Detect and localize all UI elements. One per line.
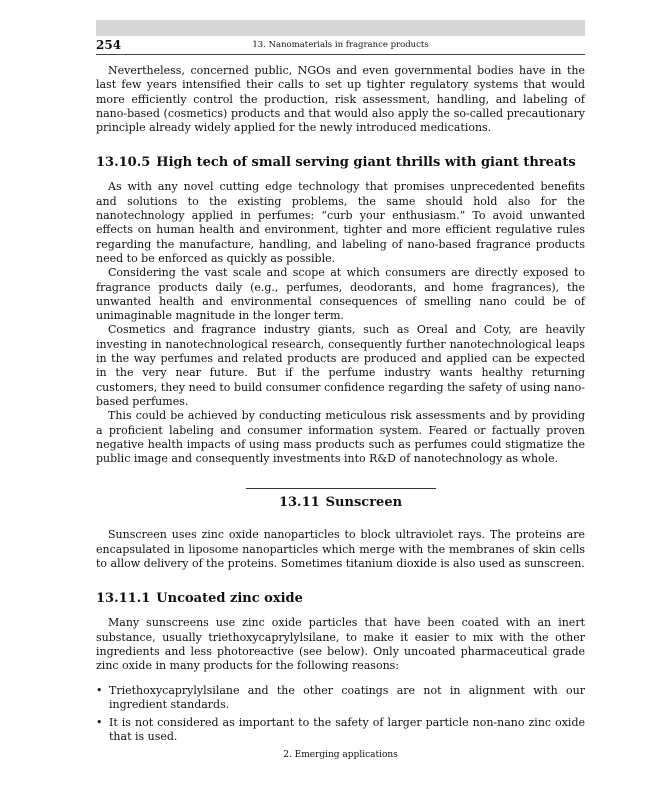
section-title: High tech of small serving giant thrills with giant threats [156,155,576,171]
section-heading-13-11-1 [96,591,585,606]
section-title: Uncoated zinc oxide [156,591,303,607]
paragraph: Many sunscreens use zinc oxide particles that have been coated with an inert substance, usually triethoxycaprylylsilane, to make it easier to mix with the other ingredients and less photoreactive (see below). Only uncoated pharmaceutical grade zinc oxide in many products for the following reasons: [96,616,585,673]
list-item-text: Triethoxycaprylylsilane and the other coatings are not in alignment with our ingredient standards. [109,683,585,711]
paragraph: Cosmetics and fragrance industry giants, such as Oreal and Coty, are heavily investing in nanotechnological research, consequently further nanotechnological leaps in the way perfumes and related products are produced and applied can be expected in the very near future. But if the perfume industry wants healthy returning customers, they need to build consumer confidence regarding the safety of using nano-based perfumes. [96,323,585,408]
intro-paragraph: Nevertheless, concerned public, NGOs and even governmental bodies have in the last few years intensified their calls to set up tighter regulatory systems that would more efficiently control the production, risk assessment, handling, and labeling of nano-based (cosmetics) products and that would also apply the so-called precautionary principle already widely applied for the newly introduced medications. [96,64,585,135]
section-number: 13.11 [278,495,320,511]
section-number: 13.10.5 [96,155,151,171]
section-number: 13.11.1 [96,591,151,607]
list-item [96,684,585,713]
paragraph: This could be achieved by conducting meticulous risk assessments and by providing a proficient labeling and consumer information system. Feared or factually proven negative health impacts of using mass products such as perfumes could stigmatize the public image and consequently investments into R&D of nanotechnology as whole. [96,409,585,466]
list-item [96,716,585,745]
page-footer: 2. Emerging applications [283,750,398,760]
section-heading-13-11 [246,488,436,510]
bullet-list [96,684,585,745]
paragraph: Sunscreen uses zinc oxide nanoparticles to block ultraviolet rays. The proteins are encapsulated in liposome nanoparticles which merge with the membranes of skin cells to allow delivery of the proteins. Sometimes titanium dioxide is also used as sunscreen. [96,528,585,571]
list-item-text: It is not considered as important to the safety of larger particle non-nano zinc oxide that is used. [109,716,585,744]
page-header [96,38,585,55]
bullet-icon: • [96,716,103,730]
section-title: Sunscreen [325,495,403,511]
running-head: 13. Nanomaterials in fragrance products [252,40,429,50]
page-body [96,64,585,749]
section-heading-13-10-5 [96,155,585,170]
page-number: 254 [96,38,122,52]
paragraph: Considering the vast scale and scope at which consumers are directly exposed to fragrance products daily (e.g., perfumes, deodorants, and home fragrances), the unwanted health and environmental consequences of smelling nano could be of unimaginable magnitude in the longer term. [96,266,585,323]
top-grey-bar [96,20,585,36]
paragraph: As with any novel cutting edge technology that promises unprecedented benefits and solutions to the existing problems, the same should hold also for the nanotechnology applied in perfumes: “curb your enthusiasm.” To avoid unwanted effects on human health and environment, tighter and more efficient regulative rules regarding the manufacture, handling, and labeling of nano-based fragrance products need to be enforced as quickly as possible. [96,180,585,265]
bullet-icon: • [96,683,103,697]
